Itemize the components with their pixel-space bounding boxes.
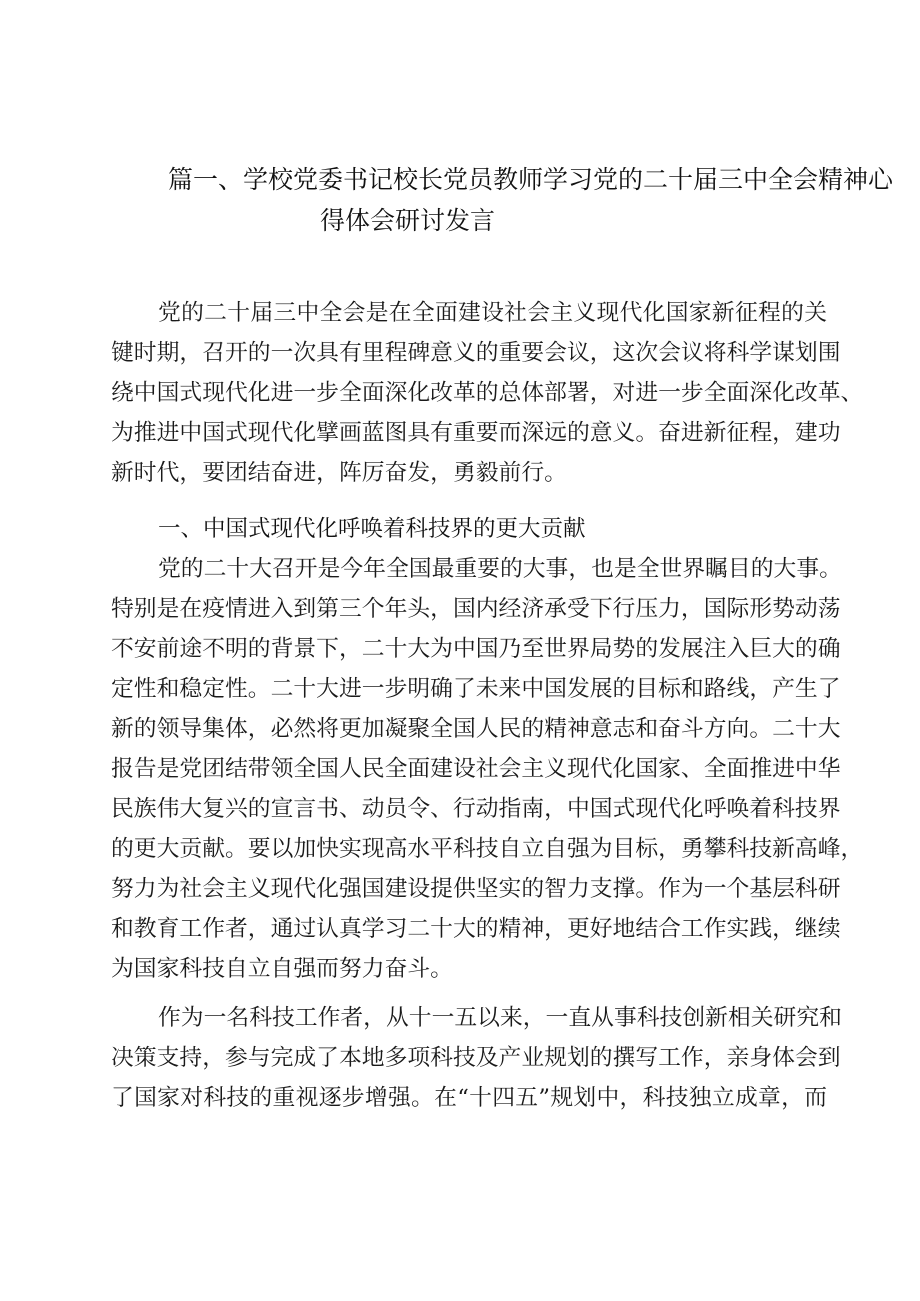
paragraph-2-line: 党的二十大召开是今年全国最重要的大事，也是全世界瞩目的大事。 <box>158 556 842 582</box>
paragraph-2-line: 特别是在疫情进入到第三个年头，国内经济承受下行压力，国际形势动荡 <box>111 596 841 622</box>
paragraph-1-line: 绕中国式现代化进一步全面深化改革的总体部署，对进一步全面深化改革、 <box>111 380 864 406</box>
paragraph-2-line: 定性和稳定性。二十大进一步明确了未来中国发展的目标和路线，产生了 <box>111 676 841 702</box>
paragraph-3-line: 决策支持，参与完成了本地多项科技及产业规划的撰写工作，亲身体会到 <box>111 1045 841 1071</box>
paragraph-2-line: 不安前途不明的背景下，二十大为中国乃至世界局势的发展注入巨大的确 <box>111 636 841 662</box>
paragraph-2-line: 民族伟大复兴的宣言书、动员令、行动指南，中国式现代化呼唤着科技界 <box>111 796 841 822</box>
paragraph-1-line: 为推进中国式现代化擘画蓝图具有重要而深远的意义。奋进新征程，建功 <box>111 420 841 446</box>
paragraph-2-line: 新的领导集体，必然将更加凝聚全国人民的精神意志和奋斗方向。二十大 <box>111 716 841 742</box>
paragraph-1-line: 键时期，召开的一次具有里程碑意义的重要会议，这次会议将科学谋划围 <box>111 340 841 366</box>
paragraph-3-line: 了国家对科技的重视逐步增强。在“十四五”规划中，科技独立成章，而 <box>111 1085 827 1111</box>
paragraph-2-line: 努力为社会主义现代化强国建设提供坚实的智力支撑。作为一个基层科研 <box>111 876 841 902</box>
paragraph-1-line: 新时代，要团结奋进，阵厉奋发，勇毅前行。 <box>111 460 567 486</box>
paragraph-2-line: 的更大贡献。要以加快实现高水平科技自立自强为目标，勇攀科技新高峰， <box>111 836 864 862</box>
document-title-line-2: 得体会研讨发言 <box>320 206 496 235</box>
document-title-line-1: 篇一、学校党委书记校长党员教师学习党的二十届三中全会精神心 <box>168 165 894 194</box>
section-heading: 一、中国式现代化呼唤着科技界的更大贡献 <box>158 516 586 542</box>
paragraph-2-line: 为国家科技自立自强而努力奋斗。 <box>111 956 453 982</box>
paragraph-2-line: 报告是党团结带领全国人民全面建设社会主义现代化国家、全面推进中华 <box>111 756 841 782</box>
paragraph-2-line: 和教育工作者，通过认真学习二十大的精神，更好地结合工作实践，继续 <box>111 916 841 942</box>
paragraph-1-line: 党的二十届三中全会是在全面建设社会主义现代化国家新征程的关 <box>158 300 827 326</box>
paragraph-3-line: 作为一名科技工作者，从十一五以来，一直从事科技创新相关研究和 <box>158 1005 842 1031</box>
